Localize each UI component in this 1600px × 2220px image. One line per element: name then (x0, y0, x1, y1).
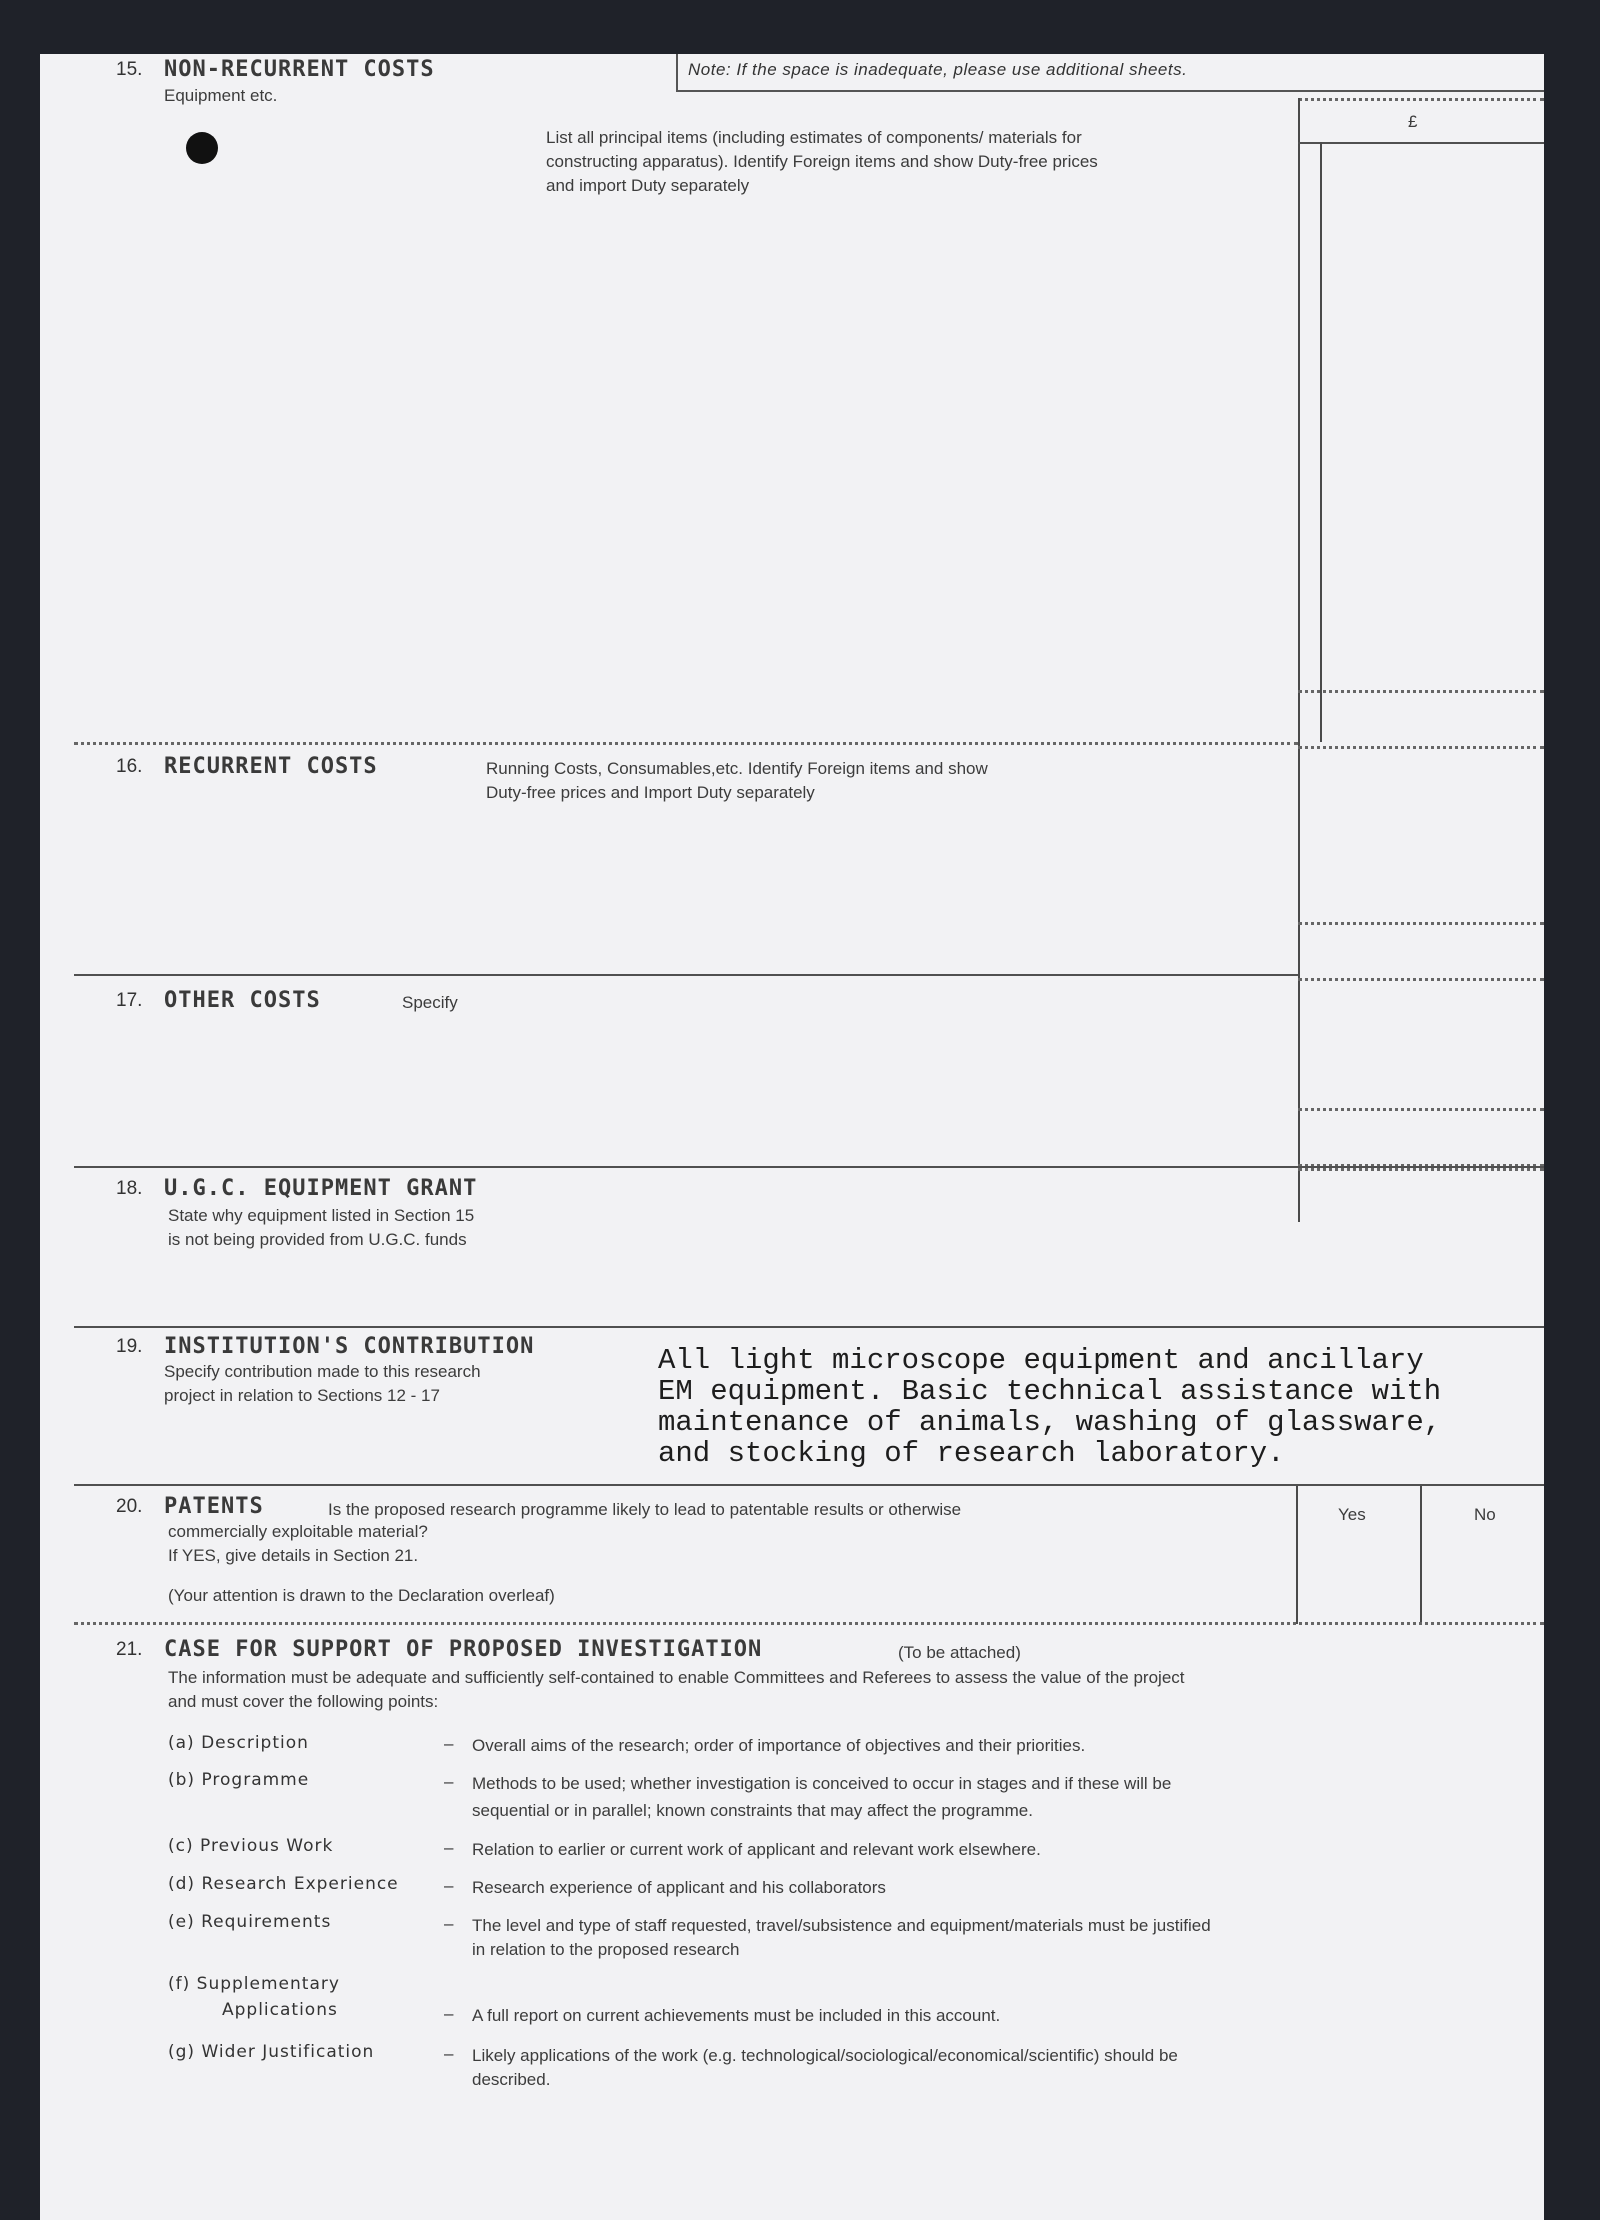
s16-top-rule (74, 742, 1298, 745)
s21-item-e-text-1: The level and type of staff requested, travel/subsistence and equipment/materials must be justified (472, 1916, 1211, 1935)
s19-answer-line-2: EM equipment. Basic technical assistance with (658, 1375, 1442, 1408)
s20-yes-column-rule (1296, 1486, 1298, 1624)
s18-instruction-line-2: is not being provided from U.G.C. funds (168, 1230, 467, 1249)
s16-title: RECURRENT COSTS (164, 754, 378, 779)
s21-item-g-text-2: described. (472, 2070, 551, 2089)
s21-item-d-dash: – (444, 1876, 454, 1895)
s20-top-rule (74, 1484, 1544, 1486)
s19-instruction-line-1: Specify contribution made to this research (164, 1362, 481, 1381)
s21-item-f-label: (f) Supplementary (168, 1974, 340, 1994)
s21-item-b-text-2: sequential or in parallel; known constraints that may affect the programme. (472, 1801, 1033, 1820)
s18-title: U.G.C. EQUIPMENT GRANT (164, 1176, 478, 1201)
s19-answer-line-4: and stocking of research laboratory. (658, 1437, 1285, 1470)
s21-item-e-dash: – (444, 1914, 454, 1933)
s19-number: 19. (116, 1336, 143, 1357)
cost-column-bottom-rule (1298, 1168, 1544, 1171)
s21-item-d-text-1: Research experience of applicant and his collaborators (472, 1878, 886, 1897)
s21-item-e-label: (e) Requirements (168, 1912, 332, 1932)
s21-item-f-dash: – (444, 2004, 454, 2023)
s16-number: 16. (116, 756, 143, 777)
punch-hole (186, 132, 218, 164)
s21-item-g-text-1: Likely applications of the work (e.g. technological/sociological/economical/scientific) should be (472, 2046, 1178, 2065)
s20-number: 20. (116, 1496, 143, 1517)
form-page (40, 54, 1544, 2220)
s15-instruction-line-1: List all principal items (including estimates of components/ materials for (546, 128, 1082, 147)
s17-title: OTHER COSTS (164, 988, 321, 1013)
cost-column-header-rule (1298, 142, 1544, 144)
s21-title: CASE FOR SUPPORT OF PROPOSED INVESTIGATION (164, 1637, 763, 1662)
s20-title: PATENTS (164, 1494, 264, 1519)
s15-number: 15. (116, 59, 143, 80)
s21-item-d-label: (d) Research Experience (168, 1874, 399, 1894)
s17-total-rule (1298, 1108, 1544, 1111)
s21-item-e-text-2: in relation to the proposed research (472, 1940, 740, 1959)
s21-item-c-label: (c) Previous Work (168, 1836, 334, 1856)
s18-instruction-line-1: State why equipment listed in Section 15 (168, 1206, 475, 1225)
s21-item-a-text-1: Overall aims of the research; order of importance of objectives and their priorities. (472, 1736, 1086, 1755)
s17-top-rule (74, 974, 1298, 976)
s21-number: 21. (116, 1639, 143, 1660)
s21-item-b-text-1: Methods to be used; whether investigation is conceived to occur in stages and if these will be (472, 1774, 1172, 1793)
s20-question-line-3: If YES, give details in Section 21. (168, 1546, 419, 1565)
s15-total-rule-2 (1298, 746, 1544, 749)
cost-column-inner-rule (1320, 142, 1322, 742)
s21-intro-line-2: and must cover the following points: (168, 1692, 439, 1711)
s16-instruction-line-2: Duty-free prices and Import Duty separately (486, 783, 815, 802)
s19-answer-line-3: maintenance of animals, washing of glassware, (658, 1406, 1442, 1439)
s19-top-rule (74, 1326, 1544, 1328)
s21-item-g-label: (g) Wider Justification (168, 2042, 375, 2062)
s20-question-line-2: commercially exploitable material? (168, 1522, 428, 1541)
note-box (676, 54, 1544, 92)
s17-number: 17. (116, 990, 143, 1011)
s21-item-f-text-1: A full report on current achievements must be included in this account. (472, 2006, 1001, 2025)
s21-item-g-dash: – (444, 2044, 454, 2063)
s21-item-c-text-1: Relation to earlier or current work of applicant and relevant work elsewhere. (472, 1840, 1041, 1859)
s19-instruction-line-2: project in relation to Sections 12 - 17 (164, 1386, 440, 1405)
s20-question-line-1: Is the proposed research programme likely to lead to patentable results or otherwise (328, 1500, 962, 1519)
cost-column-left-rule (1298, 98, 1300, 1222)
patents-yes-box[interactable]: Yes (1338, 1505, 1366, 1524)
s20-attention-note: (Your attention is drawn to the Declaration overleaf) (168, 1586, 555, 1605)
s18-number: 18. (116, 1178, 143, 1199)
s21-item-a-label: (a) Description (168, 1733, 309, 1753)
currency-symbol: £ (1408, 112, 1418, 131)
s16-total-rule (1298, 922, 1544, 925)
s21-item-c-dash: – (444, 1838, 454, 1857)
s20-no-column-rule (1420, 1486, 1422, 1624)
s20-bottom-rule (74, 1622, 1544, 1625)
s15-instruction-line-2: constructing apparatus). Identify Foreign items and show Duty-free prices (546, 152, 1098, 171)
s21-item-a-dash: – (444, 1734, 454, 1753)
patents-no-box[interactable]: No (1474, 1505, 1496, 1524)
cost-column-top-rule (1298, 98, 1544, 101)
s19-answer-line-1: All light microscope equipment and ancillary (658, 1344, 1424, 1377)
s16-total-rule-2 (1298, 978, 1544, 981)
s21-item-b-dash: – (444, 1772, 454, 1791)
s15-subtitle: Equipment etc. (164, 86, 278, 105)
s21-item-f-label-2: Applications (222, 2000, 338, 2020)
s16-instruction-line-1: Running Costs, Consumables,etc. Identify Foreign items and show (486, 759, 988, 778)
s21-title-note: (To be attached) (898, 1643, 1021, 1662)
s19-title: INSTITUTION'S CONTRIBUTION (164, 1334, 535, 1359)
s21-intro-line-1: The information must be adequate and sufficiently self-contained to enable Committees and Referees to assess the value of the project (168, 1668, 1185, 1687)
note-text: Note: If the space is inadequate, please use additional sheets. (688, 60, 1188, 79)
s15-total-rule (1298, 690, 1544, 693)
s15-instruction-line-3: and import Duty separately (546, 176, 750, 195)
s15-title: NON-RECURRENT COSTS (164, 57, 435, 82)
s21-item-b-label: (b) Programme (168, 1770, 310, 1790)
s17-instruction: Specify (402, 993, 458, 1012)
